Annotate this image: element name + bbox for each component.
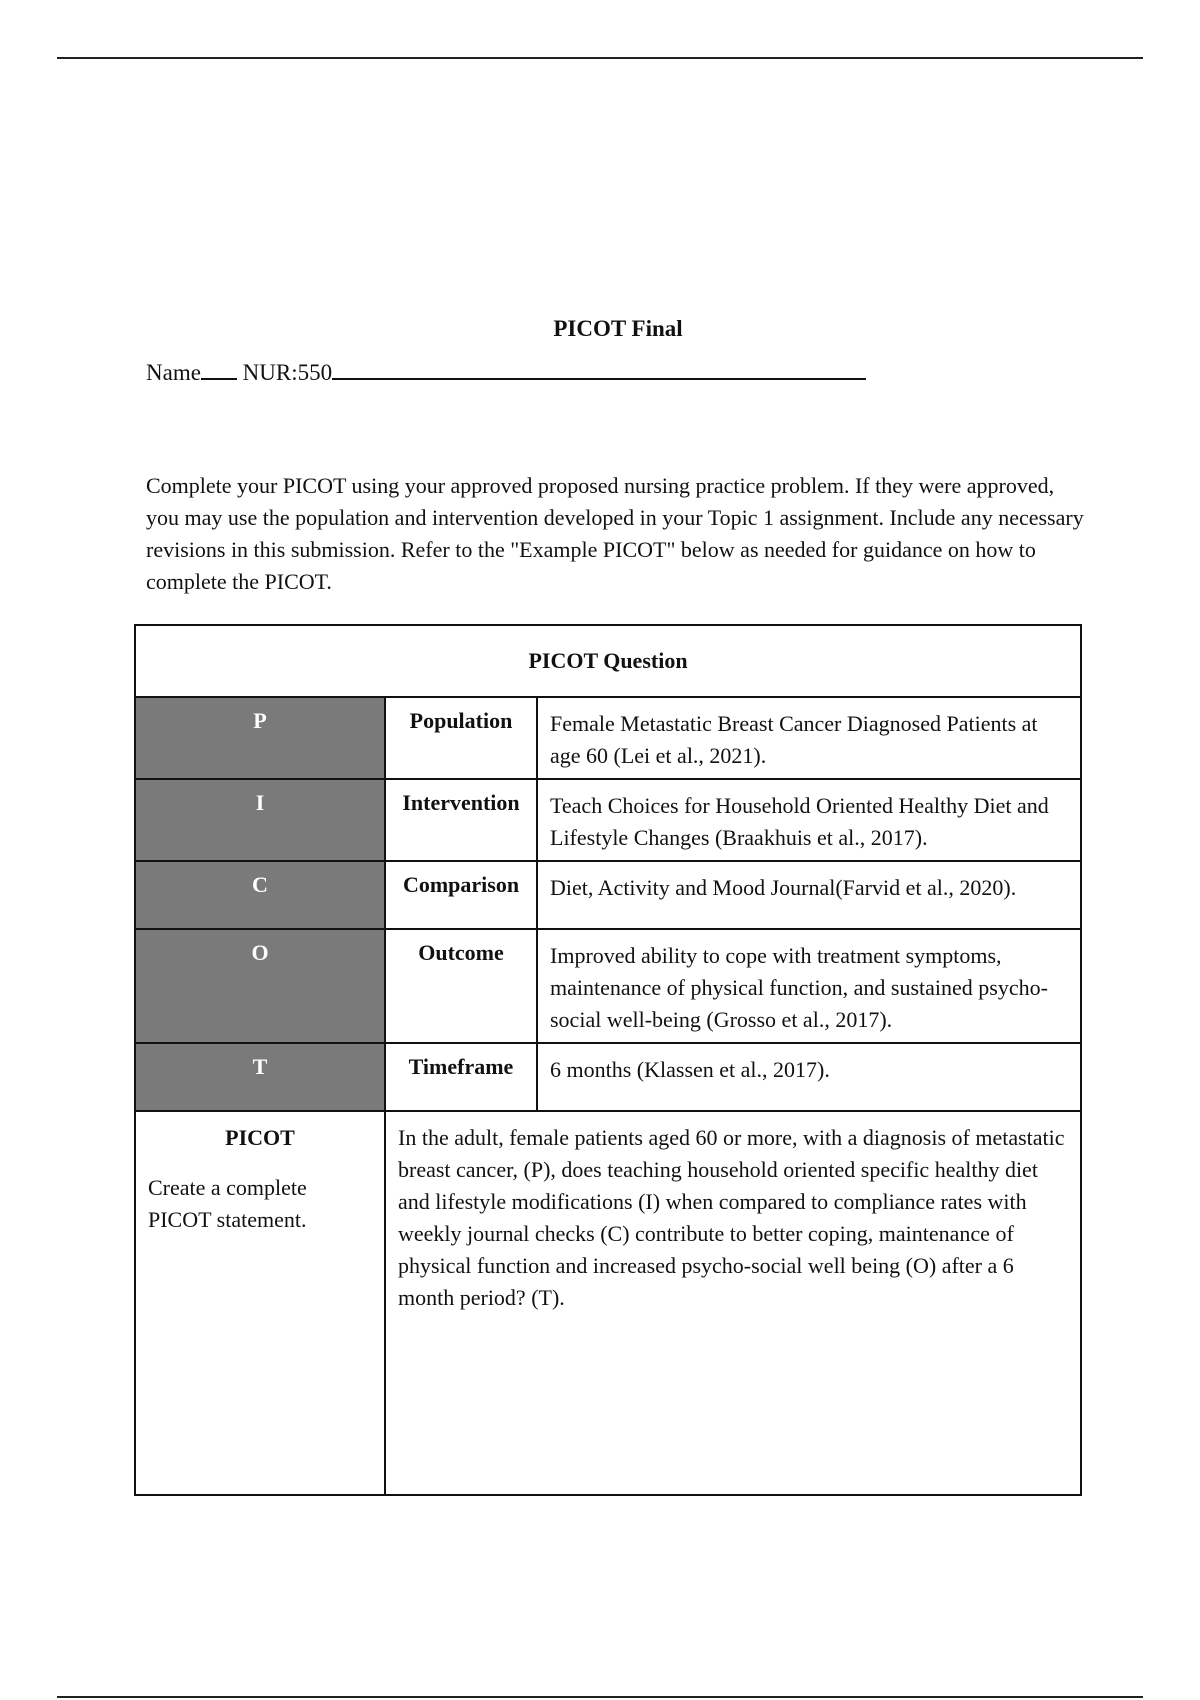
picot-final-label-cell (135, 1111, 385, 1495)
picot-label: Population (385, 697, 537, 779)
picot-row-intervention (135, 779, 1081, 861)
picot-label: Comparison (385, 861, 537, 929)
picot-table-header: PICOT Question (135, 625, 1081, 697)
picot-row-timeframe (135, 1043, 1081, 1111)
picot-table (134, 624, 1082, 1496)
picot-final-description: Create a complete PICOT statement. (148, 1175, 307, 1232)
course-blank (332, 358, 866, 380)
picot-value: Female Metastatic Breast Cancer Diagnosed Patients at age 60 (Lei et al., 2021). (537, 697, 1081, 779)
picot-value: Improved ability to cope with treatment symptoms, maintenance of physical function, and sustained psycho-social well-being (Grosso et al., 2017). (537, 929, 1081, 1043)
picot-letter: T (135, 1043, 385, 1111)
picot-label: Timeframe (385, 1043, 537, 1111)
top-rule (57, 57, 1143, 59)
bottom-rule (57, 1696, 1143, 1698)
name-line (146, 358, 866, 386)
picot-letter: O (135, 929, 385, 1043)
picot-header-row (135, 625, 1081, 697)
picot-value: Teach Choices for Household Oriented Healthy Diet and Lifestyle Changes (Braakhuis et al., 2017). (537, 779, 1081, 861)
picot-statement: In the adult, female patients aged 60 or more, with a diagnosis of metastatic breast cancer, (P), does teaching household oriented specific healthy diet and lifestyle modifications (I) when compared to compliance rates with weekly journal checks (C) contribute to better coping, maintenance of physical function and increased psycho-social well being (O) after a 6 month period? (T). (385, 1111, 1081, 1495)
picot-letter: C (135, 861, 385, 929)
instructions-paragraph: Complete your PICOT using your approved proposed nursing practice problem. If they were approved, you may use the population and intervention developed in your Topic 1 assignment. Include any necessary revisions in this submission. Refer to the "Example PICOT" below as needed for guidance on how to complete the PICOT. (146, 473, 1084, 594)
picot-row-comparison (135, 861, 1081, 929)
course-label: NUR:550 (242, 360, 333, 385)
picot-label: Intervention (385, 779, 537, 861)
picot-row-outcome (135, 929, 1081, 1043)
name-label: Name (146, 360, 201, 385)
name-blank (201, 358, 237, 380)
picot-letter: P (135, 697, 385, 779)
picot-label: Outcome (385, 929, 537, 1043)
page-title: PICOT Final (553, 316, 683, 341)
picot-final-row (135, 1111, 1081, 1495)
picot-letter: I (135, 779, 385, 861)
picot-row-population (135, 697, 1081, 779)
picot-value: 6 months (Klassen et al., 2017). (537, 1043, 1081, 1111)
picot-value: Diet, Activity and Mood Journal(Farvid et al., 2020). (537, 861, 1081, 929)
picot-final-label: PICOT (225, 1125, 295, 1150)
